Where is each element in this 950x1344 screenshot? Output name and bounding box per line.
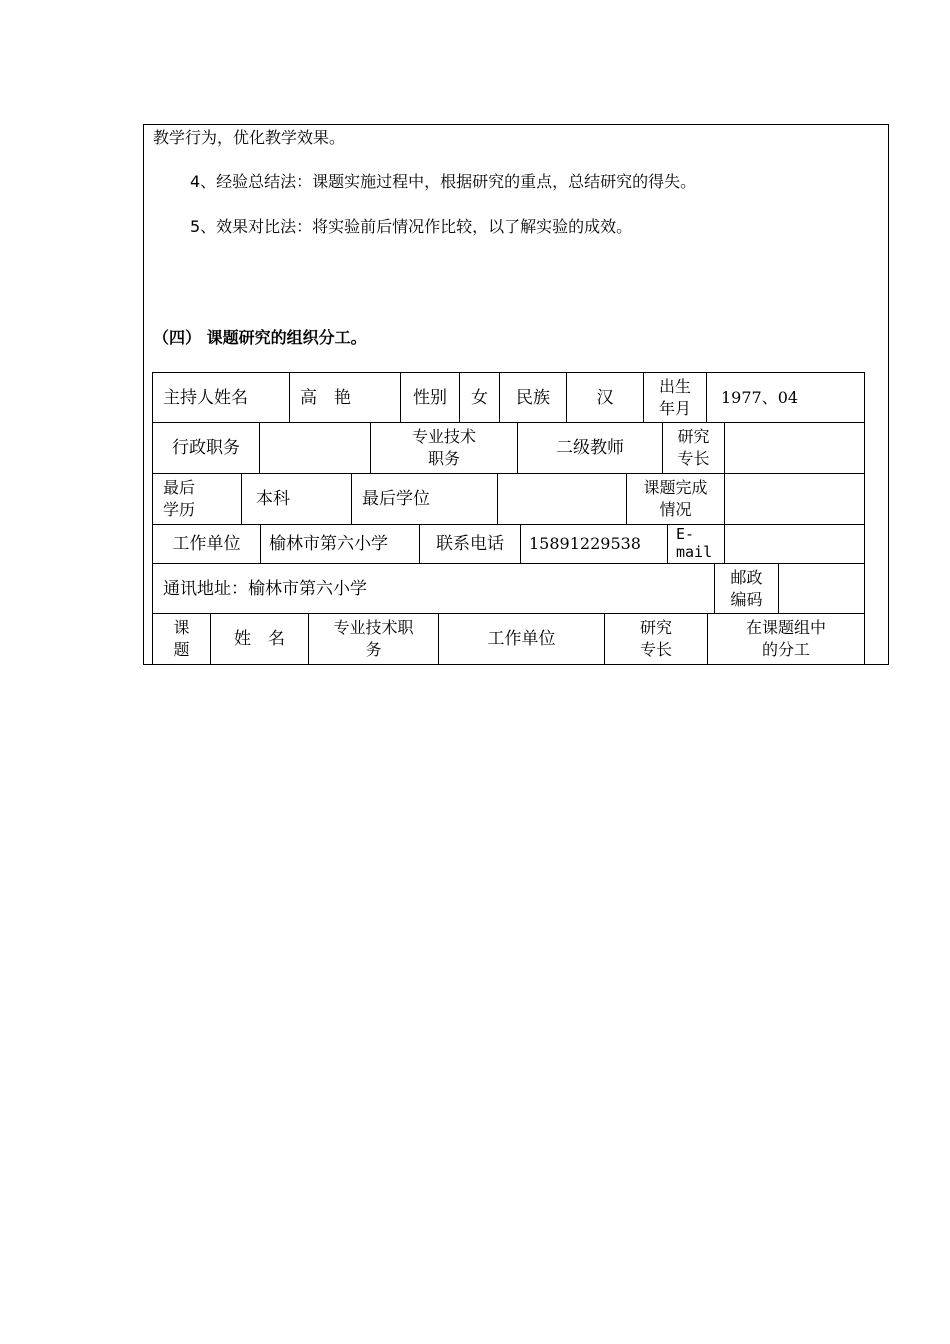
ethnicity-value: 汉: [567, 373, 644, 422]
table-row-address: [152, 563, 865, 614]
ethnicity-label: 民族: [500, 373, 567, 422]
completion-label: 课题完成 情况: [627, 474, 725, 524]
host-name-value: 高 艳: [290, 373, 401, 422]
prof-title-value: 二级教师: [518, 423, 663, 473]
education-value: 本科: [242, 474, 352, 524]
section-title: （四） 课题研究的组织分工。: [153, 328, 367, 347]
email-value: [725, 525, 864, 563]
gender-label: 性别: [401, 373, 460, 422]
postcode-label: 邮政 编码: [715, 564, 779, 613]
table-row-member-header: [152, 613, 865, 665]
degree-label: 最后学位: [352, 474, 498, 524]
workplace-label: 工作单位: [153, 525, 261, 563]
table-row-workplace: [152, 524, 865, 564]
education-label: 最后 学历: [153, 474, 242, 524]
specialty-value: [725, 423, 864, 473]
prof-title-label: 专业技术 职务: [371, 423, 518, 473]
specialty-label: 研究 专长: [663, 423, 725, 473]
birth-label: 出生 年月: [644, 373, 707, 422]
paragraph-method-5: 5、效果对比法：将实验前后情况作比较，以了解实验的成效。: [190, 217, 633, 236]
address-text: 通讯地址：榆林市第六小学: [153, 564, 715, 613]
gender-value: 女: [460, 373, 500, 422]
degree-value: [498, 474, 627, 524]
workplace-value: 榆林市第六小学: [261, 525, 420, 563]
topic-label: 课 题: [153, 614, 211, 664]
member-specialty-label: 研究 专长: [605, 614, 708, 664]
birth-value: 1977、04: [721, 387, 799, 407]
phone-label: 联系电话: [420, 525, 521, 563]
table-row-admin: [152, 422, 865, 474]
member-workplace-label: 工作单位: [439, 614, 605, 664]
paragraph-line-1: 教学行为，优化教学效果。: [153, 128, 346, 147]
table-row-host: [152, 372, 865, 423]
admin-post-value: [260, 423, 371, 473]
host-name-label: 主持人姓名: [153, 373, 290, 422]
phone-value: 15891229538: [521, 525, 668, 563]
postcode-value: [779, 564, 864, 613]
member-name-label: 姓 名: [211, 614, 309, 664]
completion-value: [725, 474, 864, 524]
email-label: E- mail: [668, 525, 725, 563]
member-role-label: 在课题组中 的分工: [745, 618, 826, 659]
admin-post-label: 行政职务: [153, 423, 260, 473]
paragraph-method-4: 4、经验总结法：课题实施过程中，根据研究的重点，总结研究的得失。: [190, 172, 697, 191]
organization-table: [152, 372, 865, 665]
member-prof-title-label: 专业技术职 务: [309, 614, 439, 664]
table-row-education: [152, 473, 865, 525]
